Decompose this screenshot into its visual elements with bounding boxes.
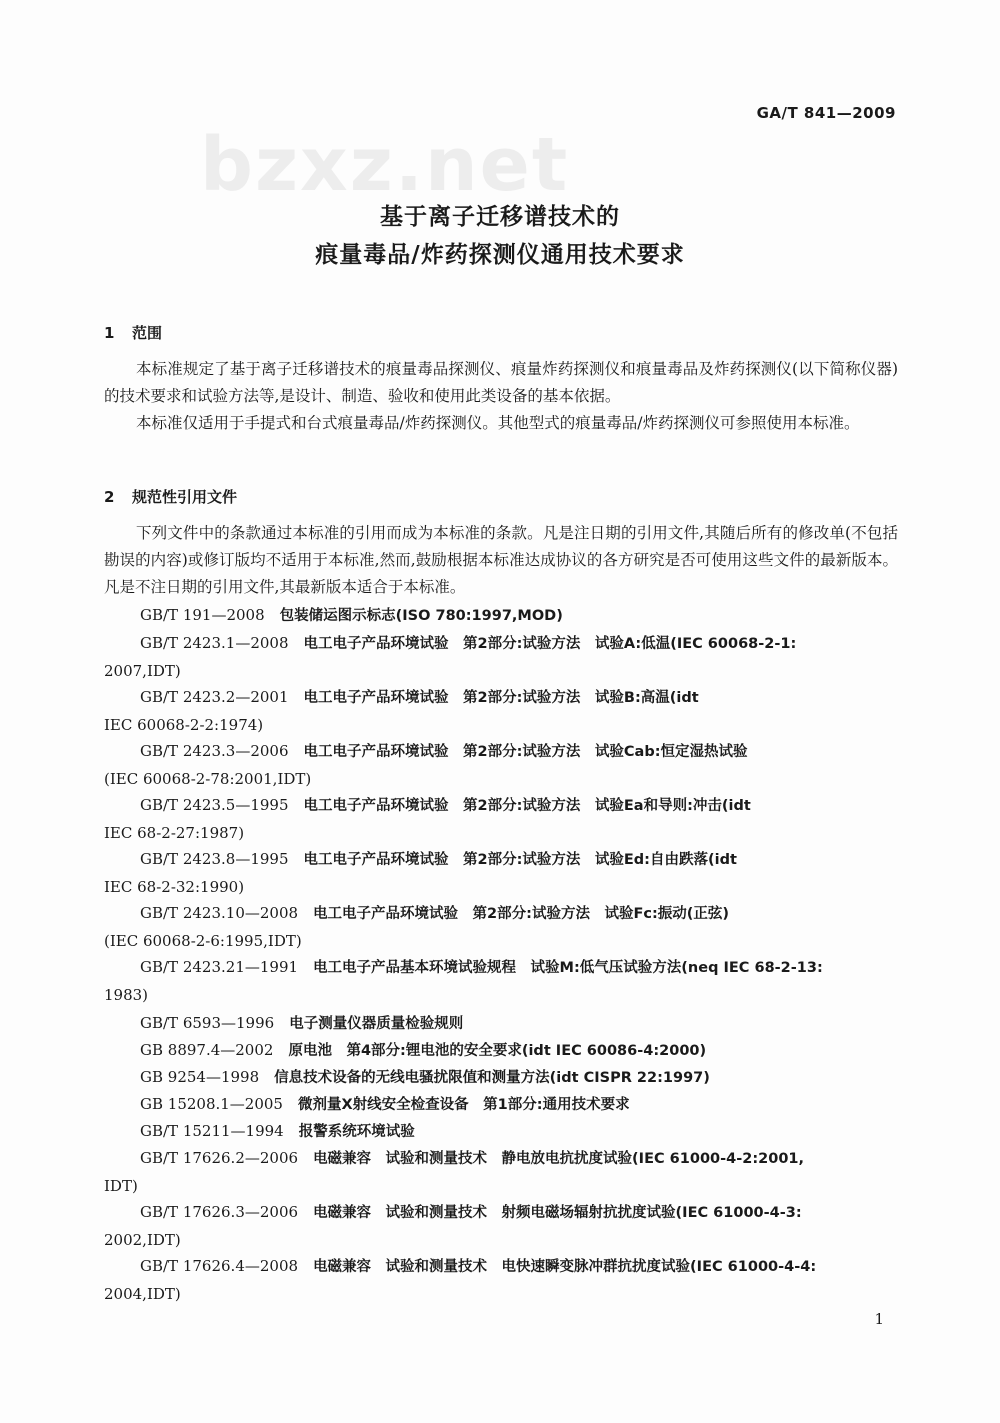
reference-code: GB/T 2423.5—1995 xyxy=(140,796,289,814)
reference-code: GB/T 2423.2—2001 xyxy=(140,688,289,706)
paragraph: 本标准仅适用于手提式和台式痕量毒品/炸药探测仪。其他型式的痕量毒品/炸药探测仪可参照使用本标准。 xyxy=(136,414,860,432)
reference-continuation: IEC 68-2-27:1987) xyxy=(104,824,245,842)
reference-name: 电磁兼容 试验和测量技术 静电放电抗扰度试验(IEC 61000-4-2:2001, xyxy=(313,1151,805,1167)
document-title-line1: 基于离子迁移谱技术的 xyxy=(380,204,620,230)
reference-item xyxy=(104,1145,898,1200)
standard-code: GA/T 841—2009 xyxy=(756,104,896,122)
reference-continuation: 2007,IDT) xyxy=(104,662,181,680)
reference-code: GB/T 2423.8—1995 xyxy=(140,850,289,868)
reference-name: 电工电子产品环境试验 第2部分:试验方法 试验B:高温(idt xyxy=(303,690,699,706)
section-number: 1 xyxy=(104,324,115,342)
reference-item xyxy=(104,792,898,847)
reference-item xyxy=(104,954,898,1009)
reference-item xyxy=(104,1118,898,1146)
reference-code: GB/T 2423.10—2008 xyxy=(140,904,299,922)
reference-item xyxy=(104,1037,898,1065)
reference-item xyxy=(104,1091,898,1119)
reference-item xyxy=(104,846,898,901)
reference-code: GB/T 17626.4—2008 xyxy=(140,1257,299,1275)
page-number: 1 xyxy=(874,1310,884,1328)
reference-item xyxy=(104,738,898,793)
section-number: 2 xyxy=(104,488,115,506)
reference-item xyxy=(104,1199,898,1254)
reference-code: GB/T 2423.21—1991 xyxy=(140,958,299,976)
reference-name: 电工电子产品基本环境试验规程 试验M:低气压试验方法(neq IEC 68-2-13: xyxy=(313,960,823,976)
reference-code: GB/T 17626.2—2006 xyxy=(140,1149,299,1167)
reference-code: GB/T 2423.3—2006 xyxy=(140,742,289,760)
reference-continuation: IEC 60068-2-2:1974) xyxy=(104,716,264,734)
reference-continuation: IDT) xyxy=(104,1177,138,1195)
reference-code: GB/T 6593—1996 xyxy=(140,1014,275,1032)
reference-name: 电子测量仪器质量检验规则 xyxy=(289,1016,464,1032)
section-heading-2 xyxy=(104,486,237,507)
document-title-line2: 痕量毒品/炸药探测仪通用技术要求 xyxy=(315,242,685,268)
reference-code: GB/T 17626.3—2006 xyxy=(140,1203,299,1221)
reference-code: GB 8897.4—2002 xyxy=(140,1041,274,1059)
reference-code: GB/T 15211—1994 xyxy=(140,1122,284,1140)
reference-code: GB 15208.1—2005 xyxy=(140,1095,283,1113)
paragraph: 本标准规定了基于离子迁移谱技术的痕量毒品探测仪、痕量炸药探测仪和痕量毒品及炸药探测仪(以下简称仪器)的技术要求和试验方法等,是设计、制造、验收和使用此类设备的基本依据。 xyxy=(104,360,898,405)
reference-item xyxy=(104,630,898,685)
reference-name: 电磁兼容 试验和测量技术 电快速瞬变脉冲群抗扰度试验(IEC 61000-4-4: xyxy=(313,1259,817,1275)
reference-name: 电工电子产品环境试验 第2部分:试验方法 试验Ed:自由跌落(idt xyxy=(303,852,737,868)
reference-continuation: (IEC 60068-2-6:1995,IDT) xyxy=(104,932,302,950)
reference-code: GB/T 191—2008 xyxy=(140,606,265,624)
reference-name: 报警系统环境试验 xyxy=(298,1124,415,1140)
reference-item xyxy=(104,1253,898,1308)
reference-continuation: 2002,IDT) xyxy=(104,1231,181,1249)
watermark: bzxz.net xyxy=(200,122,570,208)
reference-name: 电工电子产品环境试验 第2部分:试验方法 试验Ea和导则:冲击(idt xyxy=(303,798,751,814)
paragraph: 下列文件中的条款通过本标准的引用而成为本标准的条款。凡是注日期的引用文件,其随后所有的修改单(不包括勘误的内容)或修订版均不适用于本标准,然而,鼓励根据本标准达成协议的各方研究是否可使用这些文件的最新版本。凡是不注日期的引用文件,其最新版本适合于本标准。 xyxy=(104,524,898,596)
reference-name: 原电池 第4部分:锂电池的安全要求(idt IEC 60086-4:2000) xyxy=(288,1043,707,1059)
reference-continuation: 1983) xyxy=(104,986,149,1004)
reference-code: GB 9254—1998 xyxy=(140,1068,260,1086)
reference-continuation: (IEC 60068-2-78:2001,IDT) xyxy=(104,770,312,788)
section-heading-1 xyxy=(104,322,162,343)
reference-item xyxy=(104,1064,898,1092)
reference-name: 电工电子产品环境试验 第2部分:试验方法 试验A:低温(IEC 60068-2-1: xyxy=(303,636,797,652)
reference-item xyxy=(104,1010,898,1038)
reference-name: 包装储运图示标志(ISO 780:1997,MOD) xyxy=(279,608,563,624)
reference-continuation: IEC 68-2-32:1990) xyxy=(104,878,245,896)
reference-item xyxy=(104,900,898,955)
reference-name: 电工电子产品环境试验 第2部分:试验方法 试验Cab:恒定湿热试验 xyxy=(303,744,748,760)
reference-name: 电工电子产品环境试验 第2部分:试验方法 试验Fc:振动(正弦) xyxy=(313,906,730,922)
reference-continuation: 2004,IDT) xyxy=(104,1285,181,1303)
reference-name: 信息技术设备的无线电骚扰限值和测量方法(idt CISPR 22:1997) xyxy=(274,1070,710,1086)
reference-code: GB/T 2423.1—2008 xyxy=(140,634,289,652)
reference-name: 电磁兼容 试验和测量技术 射频电磁场辐射抗扰度试验(IEC 61000-4-3: xyxy=(313,1205,802,1221)
reference-name: 微剂量X射线安全检查设备 第1部分:通用技术要求 xyxy=(298,1097,630,1113)
reference-item xyxy=(104,684,898,739)
section-title: 范围 xyxy=(132,324,163,342)
section-title: 规范性引用文件 xyxy=(132,488,238,506)
reference-item xyxy=(104,602,898,630)
